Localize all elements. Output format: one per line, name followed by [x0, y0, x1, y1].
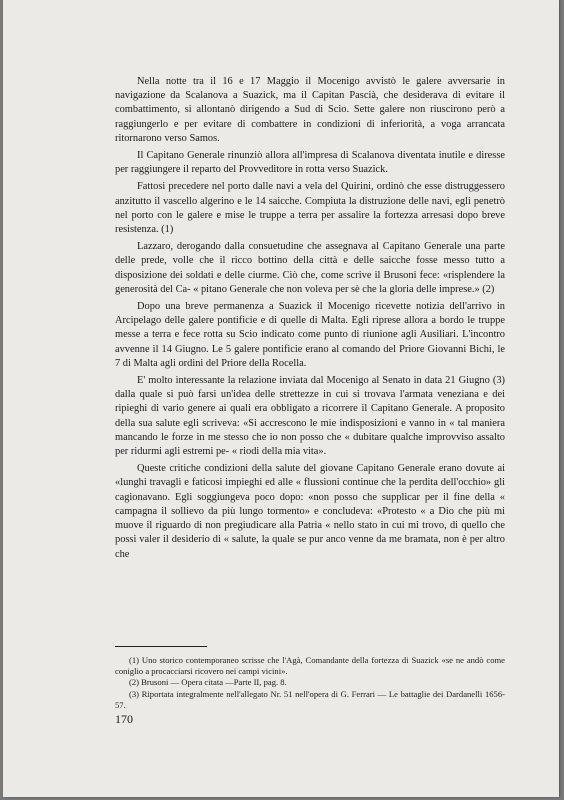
book-page: [3, 0, 559, 797]
footnote: (3) Riportata integralmente nell'allegato Nr. 51 nell'opera di G. Ferrari — Le battaglie dei Dardanelli 1656-57.: [115, 688, 505, 710]
body-text: [115, 75, 505, 565]
page-number: 170: [115, 712, 133, 726]
footnotes: [115, 655, 505, 711]
paragraph: Lazzaro, derogando dalla consuetudine che assegnava al Capitano Generale una parte delle prede, volle che il ricco bottino della città e delle saicche fosse messo tutto a disposizione dei soldati e delle ciurme. Ciò che, come scrive il Brusoni fece: «risplendere la generosità del Ca- « pitano Generale che non voleva per sè che la gloria delle imprese.» (2): [115, 241, 505, 295]
footnote: (1) Uno storico contemporaneo scrisse che l'Agà, Comandante della fortezza di Suazick «se ne andò come coniglio a procacciarsi ricovero nei campi vicini».: [115, 655, 505, 677]
footnote: (2) Brusoni — Opera citata —Parte II, pag. 8.: [129, 677, 287, 688]
footnote-divider: [115, 646, 207, 647]
paragraph: E' molto interessante la relazione inviata dal Mocenigo al Senato in data 21 Giugno (3) dalla quale si può farsi un'idea delle strettezze in cui si trovava l'armata veneziana e dei ripieghi di vario genere ai quali era obbligato a ricorrere il Capitano Generale. A proposito della sua salute egli scriveva: «Si accrescono le mie indisposizioni e vanno in « tal maniera mancando le forze in me stesso che io non posso che « dubitare qualche improvviso assalto per ridurmi agli estremi pe- « riodi della mia vita».: [115, 375, 505, 458]
paragraph: Nella notte tra il 16 e 17 Maggio il Mocenigo avvistò le galere avversarie in navigazione da Scalanova a Suazick, ma il Capitan Pascià, che desiderava di evitare il combattimento, si allontanò dirigendo a Sud di Scio. Sette galere non riuscirono però a raggiungerlo e per evitare di combattere in condizioni di inferiorità, a voga arrancata ritornarono verso Samos.: [115, 76, 505, 144]
paragraph: Fattosi precedere nel porto dalle navi a vela del Quirini, ordinò che esse distruggessero anzitutto il vascello algerino e le 14 saicche. Compiuta la distruzione delle navi, egli penetrò nel porto con le galere e mise le truppe a terra per assalire la fortezza arresasi dopo breve resistenza. (1): [115, 181, 505, 236]
paragraph: Dopo una breve permanenza a Suazick il Mocenigo ricevette notizia dell'arrivo in Arcipelago delle galere pontificie e di quelle di Malta. Egli riprese allora a bordo le truppe messe a terra e fece rotta su Scio indicato come punto di riunione agli Ausiliari. L'incontro avvenne il 14 Giugno. Le 5 galere pontificie erano al comando del Priore Giovanni Bichi, le 7 di Malta agli ordini del Priore della Rocella.: [115, 301, 505, 369]
paragraph: Queste critiche condizioni della salute del giovane Capitano Generale erano dovute ai «lunghi travagli e faticosi impieghi ed alle « flussioni continue che la perdita dell'occhio» gli cagionavano. Egli soggiungeva poco dopo: «non posso che supplicar per il fine della « campagna il sollievo da più lungo tormento» e concludeva: «Protesto « a Dio che più mi muove il riguardo di non pregiudicare alla Patria « nello stato in cui mi trovo, di quello che possi valer il desiderio di « salute, la quale se pur anco venne da me bramata, non è per altro che: [115, 463, 505, 560]
paragraph: Il Capitano Generale rinunziò allora all'impresa di Scalanova diventata inutile e diresse per raggiungere il reparto del Provveditore in rotta verso Suazick.: [115, 150, 505, 176]
